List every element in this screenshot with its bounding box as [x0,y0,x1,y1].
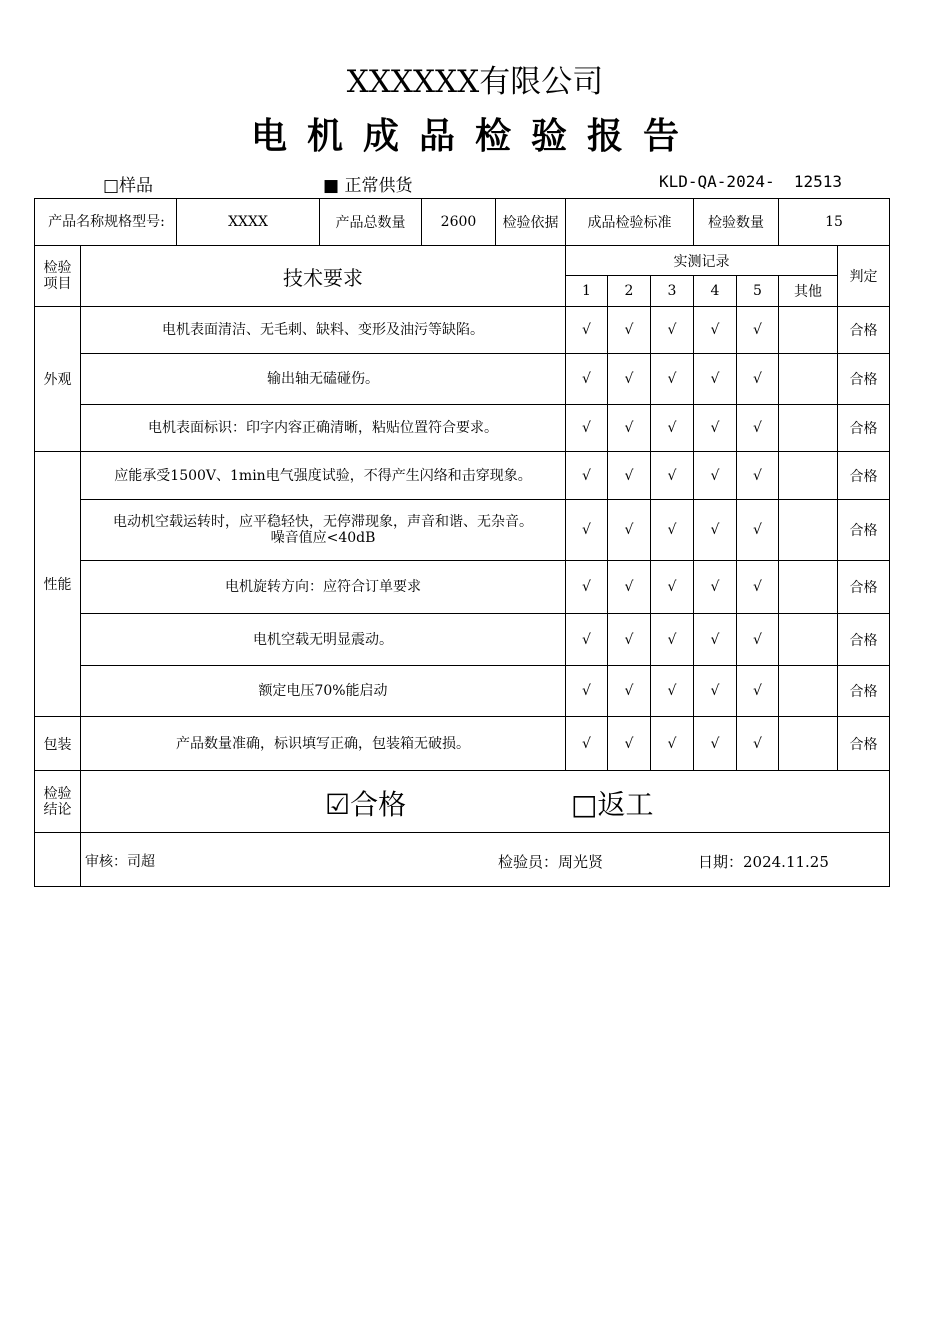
check-mark: √ [608,452,651,500]
conclusion-pass: ☑合格 [325,787,407,821]
record-col-3: 3 [651,276,694,307]
check-mark: √ [737,614,779,666]
check-mark: √ [694,614,737,666]
check-mark: √ [651,405,694,452]
option-sample: □样品 [103,176,154,196]
check-mark: √ [651,717,694,771]
check-mark: √ [737,354,779,405]
inspection-quantity-label: 检验数量 [694,199,779,246]
check-mark: √ [694,717,737,771]
document-number: KLD-QA-2024- 12513 [659,172,843,191]
other-record [779,307,838,354]
check-mark: √ [608,500,651,561]
table-row [35,717,890,771]
group-packaging: 包装 [35,717,81,771]
other-record [779,561,838,614]
total-quantity-value: 2600 [422,199,496,246]
check-mark: √ [651,307,694,354]
requirement-text: 电机旋转方向：应符合订单要求 [81,561,566,614]
check-mark: √ [566,500,608,561]
table-row [35,666,890,717]
check-mark: √ [566,405,608,452]
report-title: 电机成品检验报告 [250,116,699,157]
technical-requirements-header: 技术要求 [81,246,566,307]
header-row [35,246,890,276]
check-mark: √ [566,717,608,771]
product-name-label: 产品名称规格型号: [35,199,177,246]
record-col-4: 4 [694,276,737,307]
group-appearance: 外观 [35,307,81,452]
requirement-text: 额定电压70%能启动 [81,666,566,717]
other-record [779,354,838,405]
check-mark: √ [608,307,651,354]
record-col-1: 1 [566,276,608,307]
check-mark: √ [694,405,737,452]
other-record [779,452,838,500]
result-value: 合格 [838,452,890,500]
check-mark: √ [694,500,737,561]
other-record [779,666,838,717]
result-value: 合格 [838,307,890,354]
check-mark: √ [694,354,737,405]
other-record [779,405,838,452]
company-name: XXXXXX有限公司 [346,64,604,100]
check-mark: √ [608,614,651,666]
result-value: 合格 [838,614,890,666]
check-mark: √ [737,561,779,614]
judgement-header: 判定 [838,246,890,307]
table-row [35,614,890,666]
check-mark: √ [566,307,608,354]
inspection-quantity-value: 15 [779,199,890,246]
table-row [35,452,890,500]
check-mark: √ [608,717,651,771]
check-mark: √ [737,307,779,354]
requirement-text: 电动机空载运转时，应平稳轻快，无停滞现象，声音和谐、无杂音。 噪音值应<40dB [81,500,566,561]
inspection-table [34,198,890,887]
table-row [35,354,890,405]
result-value: 合格 [838,405,890,452]
check-mark: √ [651,452,694,500]
inspector: 检验员：周光贤 [498,852,604,871]
check-mark: √ [737,405,779,452]
check-mark: √ [651,561,694,614]
table-row [35,307,890,354]
reviewer: 审核：司超 [85,853,155,870]
group-performance: 性能 [35,452,81,717]
result-value: 合格 [838,500,890,561]
result-value: 合格 [838,561,890,614]
check-mark: √ [566,561,608,614]
check-mark: √ [651,354,694,405]
conclusion-row [35,771,890,833]
requirement-text: 电机表面标识：印字内容正确清晰，粘贴位置符合要求。 [81,405,566,452]
check-mark: √ [694,307,737,354]
check-mark: √ [737,452,779,500]
check-mark: √ [608,666,651,717]
total-quantity-label: 产品总数量 [320,199,422,246]
conclusion-label: 检验 结论 [35,771,81,833]
measurement-records-header: 实测记录 [566,246,838,276]
product-name-value: XXXX [177,199,320,246]
check-mark: √ [566,666,608,717]
check-mark: √ [566,614,608,666]
table-row [35,405,890,452]
signature-area [81,833,890,887]
record-col-5: 5 [737,276,779,307]
inspection-date: 日期：2024.11.25 [698,852,829,871]
check-mark: √ [651,500,694,561]
conclusion-rework: □返工 [571,787,654,821]
signature-row [35,833,890,887]
other-record [779,614,838,666]
table-row [35,500,890,561]
other-record [779,717,838,771]
check-mark: √ [694,561,737,614]
check-mark: √ [737,717,779,771]
check-mark: √ [737,666,779,717]
requirement-text: 电机空载无明显震动。 [81,614,566,666]
record-col-2: 2 [608,276,651,307]
check-mark: √ [608,354,651,405]
check-mark: √ [566,354,608,405]
conclusion-options [81,771,890,833]
result-value: 合格 [838,354,890,405]
check-mark: √ [608,561,651,614]
table-row [35,561,890,614]
check-mark: √ [694,666,737,717]
requirement-text: 应能承受1500V、1min电气强度试验，不得产生闪络和击穿现象。 [81,452,566,500]
check-mark: √ [651,666,694,717]
check-mark: √ [566,452,608,500]
inspection-basis-value: 成品检验标准 [566,199,694,246]
check-mark: √ [608,405,651,452]
requirement-text: 输出轴无磕碰伤。 [81,354,566,405]
inspection-basis-label: 检验依据 [496,199,566,246]
signature-blank [35,833,81,887]
check-mark: √ [737,500,779,561]
record-col-other: 其他 [779,276,838,307]
check-mark: √ [694,452,737,500]
other-record [779,500,838,561]
result-value: 合格 [838,666,890,717]
requirement-text: 电机表面清洁、无毛刺、缺料、变形及油污等缺陷。 [81,307,566,354]
info-row [35,199,890,246]
check-mark: √ [651,614,694,666]
result-value: 合格 [838,717,890,771]
requirement-text: 产品数量准确，标识填写正确，包装箱无破损。 [81,717,566,771]
inspection-item-header: 检验 项目 [35,246,81,307]
option-normal-supply: ■ 正常供货 [323,176,413,196]
